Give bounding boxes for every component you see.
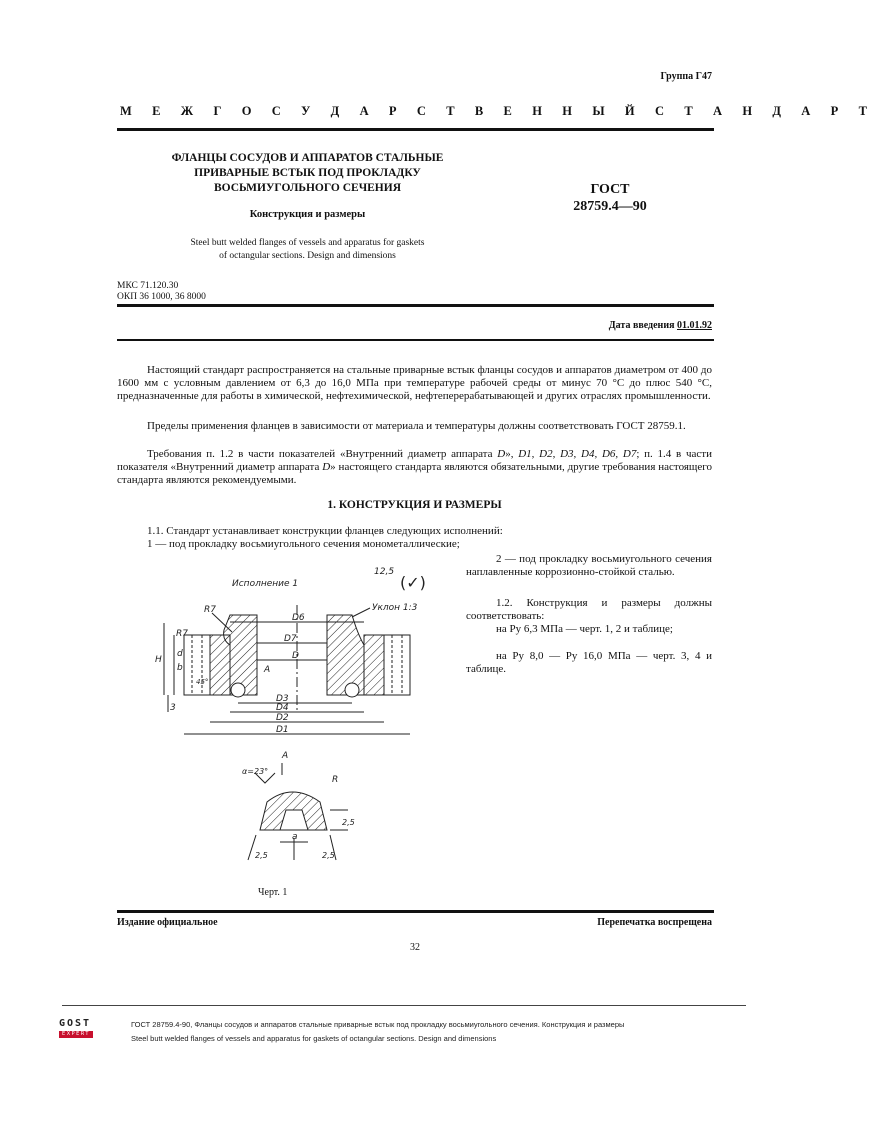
dim-d: D xyxy=(292,651,299,661)
roughness-check-mark: (✓) xyxy=(400,573,426,592)
view-a-label: A xyxy=(282,751,289,761)
logo-text-bottom: EXPERT xyxy=(59,1031,93,1038)
execution-label: Исполнение 1 xyxy=(232,579,299,589)
title-line-3: ВОСЬМИУГОЛЬНОГО СЕЧЕНИЯ xyxy=(213,182,402,194)
dim-d6: D6 xyxy=(292,613,305,623)
req-text-b: », xyxy=(505,448,519,460)
dim-small-d: d xyxy=(177,649,183,659)
view-marker-a: A xyxy=(264,665,271,675)
symbol-D-list: D1, D2, D3, D4, D6, D7 xyxy=(518,448,637,460)
right-ring-section xyxy=(364,635,384,695)
dim-h: H xyxy=(155,655,162,665)
dim-d4: D4 xyxy=(276,703,289,713)
symbol-D: D xyxy=(497,448,506,460)
dim-d2: D2 xyxy=(276,713,289,723)
dim-d3: D3 xyxy=(276,694,289,704)
english-title-line-1: Steel butt welded flanges of vessels and apparatus for gaskets xyxy=(190,238,425,248)
dim-3: 3 xyxy=(170,703,176,713)
introduction-date xyxy=(480,320,712,331)
title-line-2: ПРИВАРНЫЕ ВСТЫК ПОД ПРОКЛАДКУ xyxy=(194,167,421,179)
classification-codes xyxy=(117,281,206,303)
okp-code: ОКП 36 1000, 36 8000 xyxy=(117,292,206,302)
execution-2-text: 2 — под прокладку восьмиугольного сечения наплавленные коррозионно-стойкой сталью. xyxy=(466,553,712,579)
dim-a: a xyxy=(292,832,298,842)
flange-drawing xyxy=(152,560,462,885)
paragraph-scope: Настоящий стандарт распространяется на стальные приварные встык фланцы сосудов и аппаратов диаметром от 400 до 1600 мм с условным давлением от 6,3 до 16,0 МПа при температуре рабочей среды от минус 70 °С до плюс 540 °С, предназначенные для работы в химической, нефтехимической, нефтеперерабатывающей и других отраслях промышленности. xyxy=(117,364,712,403)
dim-d1: D1 xyxy=(276,725,289,735)
banner-line-en: Steel butt welded flanges of vessels and apparatus for gaskets of octangular sections. Design and dimensions xyxy=(131,1034,497,1043)
english-title xyxy=(130,237,485,263)
paragraph-requirements xyxy=(117,448,712,488)
introduction-date-value: 01.01.92 xyxy=(677,320,712,331)
gost-label: ГОСТ xyxy=(590,182,630,197)
gost-number: 28759.4—90 xyxy=(573,199,647,214)
english-title-line-2: of octangular sections. Design and dimensions xyxy=(219,251,396,261)
req-text-a: Требования п. 1.2 в части показателей «Внутренний диаметр аппарата xyxy=(147,448,498,460)
introduction-date-label: Дата введения xyxy=(608,320,675,331)
document-subtitle: Конструкция и размеры xyxy=(249,209,366,220)
logo-text-top: GOST xyxy=(59,1018,92,1029)
angle-45: 45° xyxy=(196,678,209,686)
interstate-standard-heading: М Е Ж Г О С У Д А Р С Т В Е Н Н Ы Й С Т А Н Д А Р Т xyxy=(120,104,876,118)
radius-r7-side: R7 xyxy=(176,629,188,639)
banner-line-ru: ГОСТ 28759.4-90, Фланцы сосудов и аппаратов стальные приварные встык под прокладку восьмиугольного сечения. Конструкция и размеры xyxy=(131,1020,625,1029)
req-text-c: ; п. 1.4 в части показателя «Внутренний диаметр аппарата xyxy=(117,448,712,474)
section-heading: 1. КОНСТРУКЦИЯ И РАЗМЕРЫ xyxy=(327,499,502,511)
dim-b: b xyxy=(177,663,183,673)
dim-2-5-right: 2,5 xyxy=(342,818,355,827)
dim-2-5-left: 2,5 xyxy=(255,851,268,860)
req-text-d: » настоящего стандарта являются обязательными, другие требования настоящего стандарта являются рекомендуемыми. xyxy=(117,461,713,487)
clause-1-2: 1.2. Конструкция и размеры должны соответствовать: xyxy=(466,597,712,623)
roughness-value: 12,5 xyxy=(374,567,395,577)
reprint-prohibited-label: Перепечатка воспрещена xyxy=(597,917,712,928)
slope-label: Уклон 1:3 xyxy=(372,603,418,613)
left-groove xyxy=(231,683,245,697)
radius-r7-top: R7 xyxy=(204,605,216,615)
dim-d7: D7 xyxy=(284,634,297,644)
header-rule xyxy=(117,128,714,131)
title-line-1: ФЛАНЦЫ СОСУДОВ И АППАРАТОВ СТАЛЬНЫЕ xyxy=(171,152,444,164)
codes-rule xyxy=(117,304,714,307)
symbol-D-2: D xyxy=(322,461,331,474)
clause-1-2-a: на Pу 6,3 МПа — черт. 1, 2 и таблице; xyxy=(496,623,673,635)
right-groove xyxy=(345,683,359,697)
footer-rule xyxy=(117,910,714,913)
date-rule xyxy=(117,339,714,341)
radius-r: R xyxy=(332,775,339,785)
paragraph-limits: Пределы применения фланцев в зависимости от материала и температуры должны соответствовать ГОСТ 28759.1. xyxy=(147,420,686,432)
figure-caption: Черт. 1 xyxy=(258,887,288,898)
angle-alpha: α=23° xyxy=(242,767,269,776)
execution-1-text: 1 — под прокладку восьмиугольного сечения монометаллические; xyxy=(147,538,460,550)
dim-2-5-bottom: 2,5 xyxy=(322,851,335,860)
document-title xyxy=(130,151,485,196)
clause-1-2-b: на Pу 8,0 — Pу 16,0 МПа — черт. 3, 4 и таблице. xyxy=(466,650,712,676)
banner-description xyxy=(131,1018,624,1046)
official-edition-label: Издание официальное xyxy=(117,917,218,928)
group-code: Группа Г47 xyxy=(660,71,712,82)
gost-expert-logo[interactable] xyxy=(59,1019,93,1038)
left-ring-section xyxy=(210,635,230,695)
mks-code: МКС 71.120.30 xyxy=(117,281,179,291)
clause-1-1: 1.1. Стандарт устанавливает конструкции фланцев следующих исполнений: xyxy=(147,525,503,537)
page-number: 32 xyxy=(410,942,420,953)
gost-designation xyxy=(540,181,680,215)
banner-divider xyxy=(62,1005,746,1006)
right-hub-section xyxy=(327,615,364,695)
